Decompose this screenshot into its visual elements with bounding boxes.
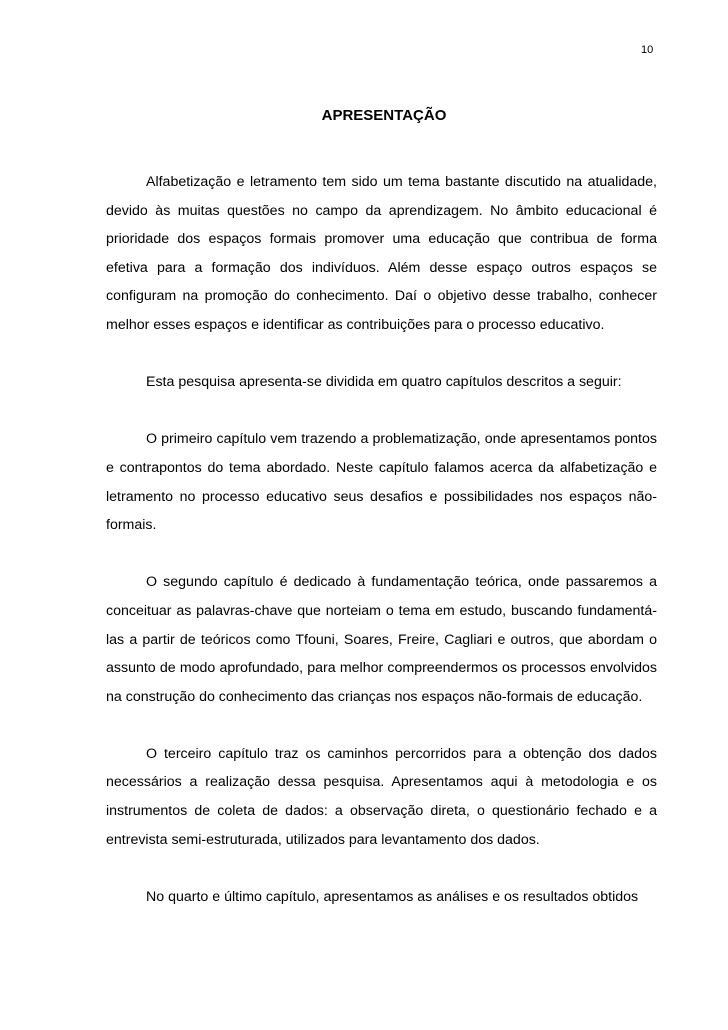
page-title: APRESENTAÇÃO	[321, 107, 447, 124]
paragraph-structure: Esta pesquisa apresenta-se dividida em quatro capítulos descritos a seguir:	[146, 374, 622, 391]
body-text	[106, 168, 657, 911]
paragraph-chapter-two: O segundo capítulo é dedicado à fundamentação teórica, onde passaremos a conceituar as palavras-chave que norteiam o tema em estudo, buscando fundamentá-las a partir de teóricos como Tfouni, Soares, Freire, Cagliari e outros, que abordam o assunto de modo aprofundado, para melhor compreendermos os processos envolvidos na construção do conhecimento das crianças nos espaços não-formais de educação.	[106, 574, 657, 705]
paragraph-chapter-four: No quarto e último capítulo, apresentamos as análises e os resultados obtidos	[146, 888, 639, 905]
paragraph-introduction: Alfabetização e letramento tem sido um tema bastante discutido na atualidade, devido às muitas questões no campo da aprendizagem. No âmbito educacional é prioridade dos espaços formais promover uma educação que contribua de forma efetiva para a formação dos indivíduos. Além desse espaço outros espaços se configuram na promoção do conhecimento. Daí o objetivo desse trabalho, conhecer melhor esses espaços e identificar as contribuições para o processo educativo.	[106, 174, 657, 333]
page-number: 10	[641, 44, 654, 56]
paragraph-chapter-three: O terceiro capítulo traz os caminhos percorridos para a obtenção dos dados necessários a realização dessa pesquisa. Apresentamos aqui à metodologia e os instrumentos de coleta de dados: a observação direta, o questionário fechado e a entrevista semi-estruturada, utilizados para levantamento dos dados.	[106, 745, 657, 848]
paragraph-chapter-one: O primeiro capítulo vem trazendo a problematização, onde apresentamos pontos e contrapontos do tema abordado. Neste capítulo falamos acerca da alfabetização e letramento no processo educativo seus desafios e possibilidades nos espaços não-formais.	[106, 431, 657, 534]
